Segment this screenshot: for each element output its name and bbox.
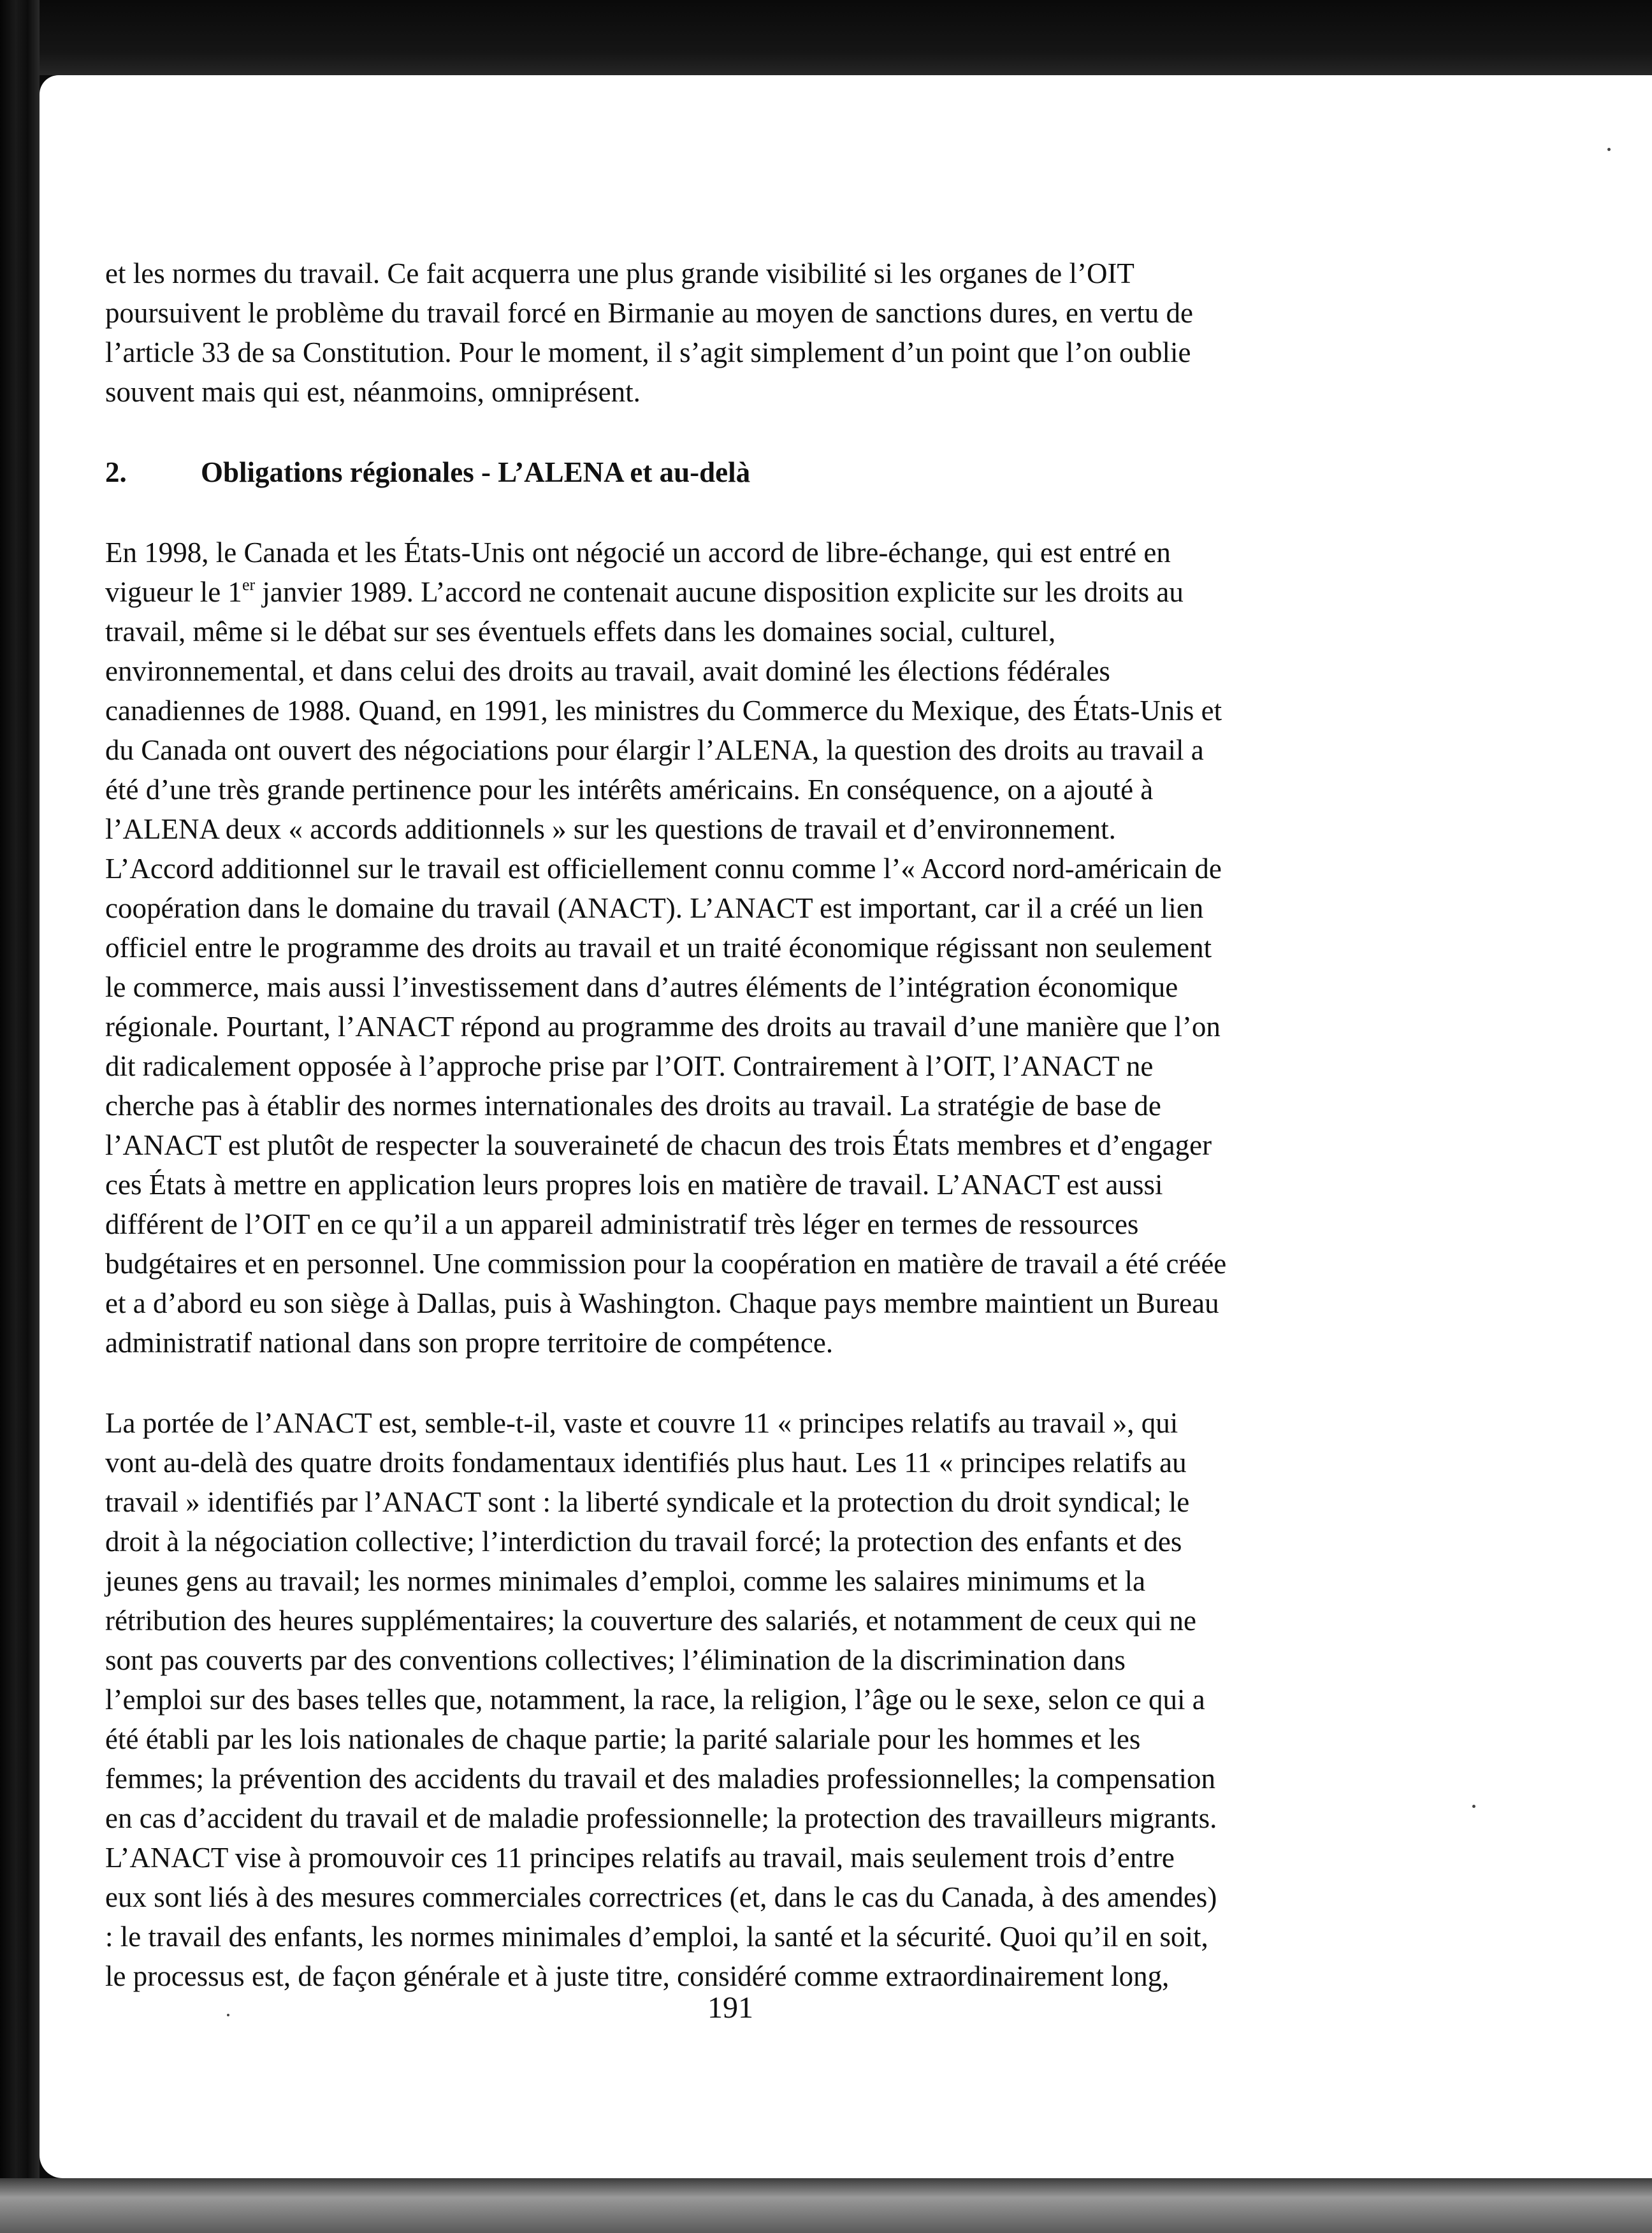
text-line: du Canada ont ouvert des négociations pour élargir l’ALENA, la question des droits au travail a bbox=[105, 734, 1204, 766]
text-line: dit radicalement opposée à l’approche prise par l’OIT. Contrairement à l’OIT, l’ANACT ne bbox=[105, 1050, 1154, 1082]
text-line: cherche pas à établir des normes internationales des droits au travail. La stratégie de base de bbox=[105, 1090, 1161, 1122]
page-number: 191 bbox=[707, 1991, 753, 2025]
text-line: L’Accord additionnel sur le travail est officiellement connu comme l’« Accord nord-américain de bbox=[105, 853, 1222, 885]
text-line: En 1998, le Canada et les États-Unis ont négocié un accord de libre-échange, qui est entré en bbox=[105, 537, 1171, 568]
text-line: différent de l’OIT en ce qu’il a un appareil administratif très léger en termes de ressources bbox=[105, 1208, 1139, 1240]
text-line: jeunes gens au travail; les normes minimales d’emploi, comme les salaires minimums et la bbox=[105, 1565, 1146, 1597]
text-line: l’article 33 de sa Constitution. Pour le moment, il s’agit simplement d’un point que l’on oublie bbox=[105, 336, 1191, 368]
text-fragment: janvier 1989. L’accord ne contenait aucune disposition explicite sur les droits au bbox=[255, 576, 1184, 608]
scan-speck bbox=[227, 2014, 229, 2016]
text-line: femmes; la prévention des accidents du travail et des maladies professionnelles; la compensation bbox=[105, 1763, 1215, 1795]
text-line: travail » identifiés par l’ANACT sont : la liberté syndicale et la protection du droit syndical; le bbox=[105, 1486, 1190, 1518]
text-line: l’ANACT est plutôt de respecter la souveraineté de chacun des trois États membres et d’engager bbox=[105, 1129, 1212, 1161]
text-line: l’emploi sur des bases telles que, notamment, la race, la religion, l’âge ou le sexe, selon ce qui a bbox=[105, 1684, 1205, 1716]
scan-bottom-edge bbox=[0, 2178, 1652, 2233]
section-title: Obligations régionales - L’ALENA et au-delà bbox=[201, 456, 751, 488]
text-line: droit à la négociation collective; l’interdiction du travail forcé; la protection des enfants et des bbox=[105, 1526, 1182, 1557]
text-line: canadiennes de 1988. Quand, en 1991, les ministres du Commerce du Mexique, des États-Unis et bbox=[105, 695, 1222, 726]
scan-top-edge bbox=[0, 0, 1652, 75]
text-line: ces États à mettre en application leurs propres lois en matière de travail. L’ANACT est aussi bbox=[105, 1169, 1163, 1201]
text-line: et les normes du travail. Ce fait acquerra une plus grande visibilité si les organes de l’OIT bbox=[105, 257, 1134, 289]
text-line: rétribution des heures supplémentaires; la couverture des salariés, et notamment de ceux qui ne bbox=[105, 1605, 1196, 1637]
text-line: officiel entre le programme des droits au travail et un traité économique régissant non seulement bbox=[105, 932, 1212, 964]
text-line: eux sont liés à des mesures commerciales correctrices (et, dans le cas du Canada, à des amendes) bbox=[105, 1881, 1217, 1913]
text-line: vont au-delà des quatre droits fondamentaux identifiés plus haut. Les 11 « principes relatifs au bbox=[105, 1447, 1187, 1478]
text-line: le commerce, mais aussi l’investissement dans d’autres éléments de l’intégration économique bbox=[105, 971, 1178, 1003]
paragraph-2 bbox=[105, 533, 1552, 1362]
text-line bbox=[105, 572, 1552, 612]
text-line: environnemental, et dans celui des droits au travail, avait dominé les élections fédérales bbox=[105, 655, 1110, 687]
text-line: régionale. Pourtant, l’ANACT répond au programme des droits au travail d’une manière que l’on bbox=[105, 1011, 1221, 1043]
paragraph-gap bbox=[105, 1362, 1552, 1403]
text-line: poursuivent le problème du travail forcé en Birmanie au moyen de sanctions dures, en vertu de bbox=[105, 297, 1193, 329]
section-number: 2. bbox=[105, 456, 127, 488]
text-line: travail, même si le débat sur ses éventuels effets dans les domaines social, culturel, bbox=[105, 616, 1056, 647]
text-line: été d’une très grande pertinence pour les intérêts américains. En conséquence, on a ajouté à bbox=[105, 774, 1154, 806]
text-line: budgétaires et en personnel. Une commission pour la coopération en matière de travail a été créée bbox=[105, 1248, 1227, 1280]
text-line: été établi par les lois nationales de chaque partie; la parité salariale pour les hommes et les bbox=[105, 1723, 1141, 1755]
text-line: sont pas couverts par des conventions collectives; l’élimination de la discrimination dans bbox=[105, 1644, 1126, 1676]
ordinal-superscript: er bbox=[242, 575, 256, 594]
section-heading bbox=[105, 452, 1552, 492]
text-line: L’ANACT vise à promouvoir ces 11 principes relatifs au travail, mais seulement trois d’entre bbox=[105, 1842, 1175, 1874]
text-line: coopération dans le domaine du travail (ANACT). L’ANACT est important, car il a créé un lien bbox=[105, 892, 1204, 924]
scan-speck bbox=[1607, 148, 1611, 151]
text-line: La portée de l’ANACT est, semble-t-il, vaste et couvre 11 « principes relatifs au travail », qui bbox=[105, 1407, 1178, 1439]
paragraph-gap bbox=[105, 492, 1552, 533]
document-body bbox=[105, 254, 1552, 1996]
paragraph-3 bbox=[105, 1403, 1552, 1996]
text-line: l’ALENA deux « accords additionnels » sur les questions de travail et d’environnement. bbox=[105, 813, 1116, 845]
paragraph-1 bbox=[105, 254, 1552, 412]
text-line: en cas d’accident du travail et de maladie professionnelle; la protection des travailleurs migrants. bbox=[105, 1802, 1217, 1834]
text-fragment: vigueur le 1 bbox=[105, 576, 242, 608]
scan-binding-edge bbox=[0, 0, 40, 2233]
paragraph-gap bbox=[105, 412, 1552, 452]
text-line: le processus est, de façon générale et à juste titre, considéré comme extraordinairement long, bbox=[105, 1960, 1170, 1992]
text-line: : le travail des enfants, les normes minimales d’emploi, la santé et la sécurité. Quoi qu’il en soit, bbox=[105, 1921, 1208, 1953]
text-line: et a d’abord eu son siège à Dallas, puis à Washington. Chaque pays membre maintient un Bureau bbox=[105, 1287, 1219, 1319]
text-line: administratif national dans son propre territoire de compétence. bbox=[105, 1327, 834, 1359]
text-line: souvent mais qui est, néanmoins, omniprésent. bbox=[105, 376, 641, 408]
